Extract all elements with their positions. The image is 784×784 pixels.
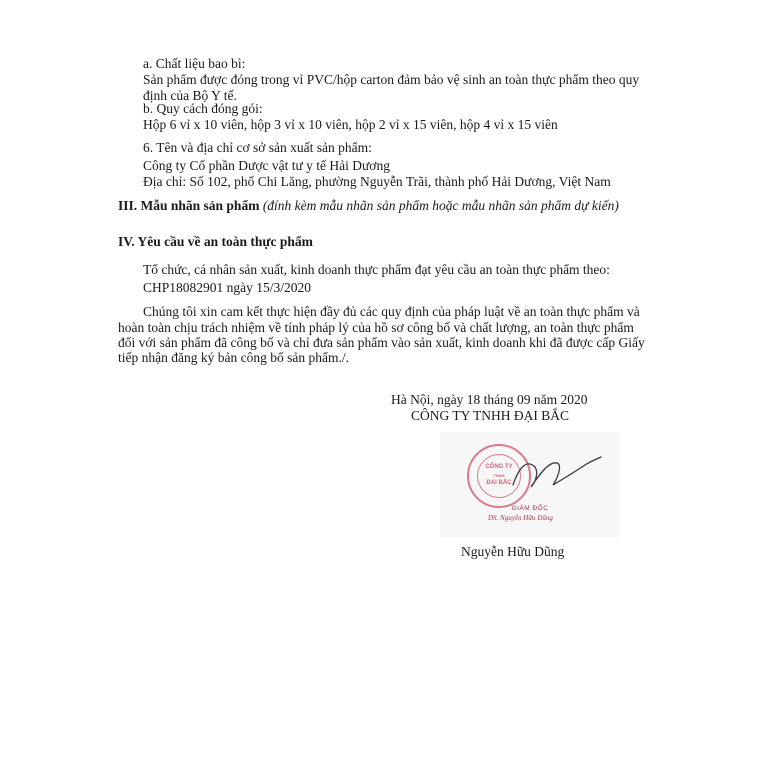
stamp-text-2: TNHH	[493, 473, 505, 478]
section-III	[118, 198, 619, 214]
signer-title: GIÁM ĐỐC	[511, 505, 549, 512]
section-a-line1: Sản phẩm được đóng trong vỉ PVC/hộp carton đảm bảo vệ sinh an toàn thực phẩm theo quy	[143, 72, 640, 87]
section-b-line1: Hộp 6 vỉ x 10 viên, hộp 3 vỉ x 10 viên, hộp 2 vỉ x 15 viên, hộp 4 vỉ x 15 viên	[143, 117, 558, 132]
stamp-text-1: CÔNG TY	[485, 464, 513, 470]
place-date: Hà Nội, ngày 18 tháng 09 năm 2020	[391, 392, 588, 407]
section-III-heading: III. Mẫu nhãn sản phẩm	[118, 198, 260, 213]
section-a-heading: a. Chất liệu bao bì:	[143, 56, 246, 71]
section-6-address: Địa chỉ: Số 102, phố Chi Lăng, phường Nguyễn Trãi, thành phố Hải Dương, Việt Nam	[143, 174, 611, 189]
section-IV-line1: Tổ chức, cá nhân sản xuất, kinh doanh thực phẩm đạt yêu cầu an toàn thực phẩm theo:	[143, 262, 610, 277]
signer-name-small: DS. Nguyễn Hữu Dũng	[488, 514, 553, 522]
section-6-company: Công ty Cổ phần Dược vật tư y tế Hải Dương	[143, 158, 390, 173]
stamp-text-3: ĐẠI BẮC	[486, 480, 512, 486]
section-a-line2: định của Bộ Y tế.	[143, 88, 237, 103]
section-IV-line2: CHP18082901 ngày 15/3/2020	[143, 280, 312, 295]
section-III-note: (đính kèm mẫu nhãn sản phẩm hoặc mẫu nhãn sản phẩm dự kiến)	[262, 198, 619, 213]
section-b-heading: b. Quy cách đóng gói:	[143, 101, 263, 116]
commitment-line1: Chúng tôi xin cam kết thực hiện đầy đủ các quy định của pháp luật về an toàn thực phẩm và	[143, 304, 640, 319]
signer-name: Nguyễn Hữu Dũng	[461, 544, 565, 559]
commitment-line3: đối với sản phẩm đã công bố và chỉ đưa sản phẩm vào sản xuất, kinh doanh khi đã được cấp Giấy	[118, 335, 645, 350]
section-IV-heading: IV. Yêu cầu về an toàn thực phẩm	[118, 234, 313, 249]
commitment-line4: tiếp nhận đăng ký bản công bố sản phẩm./.	[118, 350, 349, 365]
signing-company: CÔNG TY TNHH ĐẠI BẮC	[411, 408, 570, 423]
handwritten-signature	[505, 445, 605, 505]
section-6-heading: 6. Tên và địa chỉ cơ sở sản xuất sản phẩm:	[143, 140, 372, 155]
commitment-line2: hoàn toàn chịu trách nhiệm về tính pháp lý của hồ sơ công bố và chất lượng, an toàn thực phẩm	[118, 320, 634, 335]
